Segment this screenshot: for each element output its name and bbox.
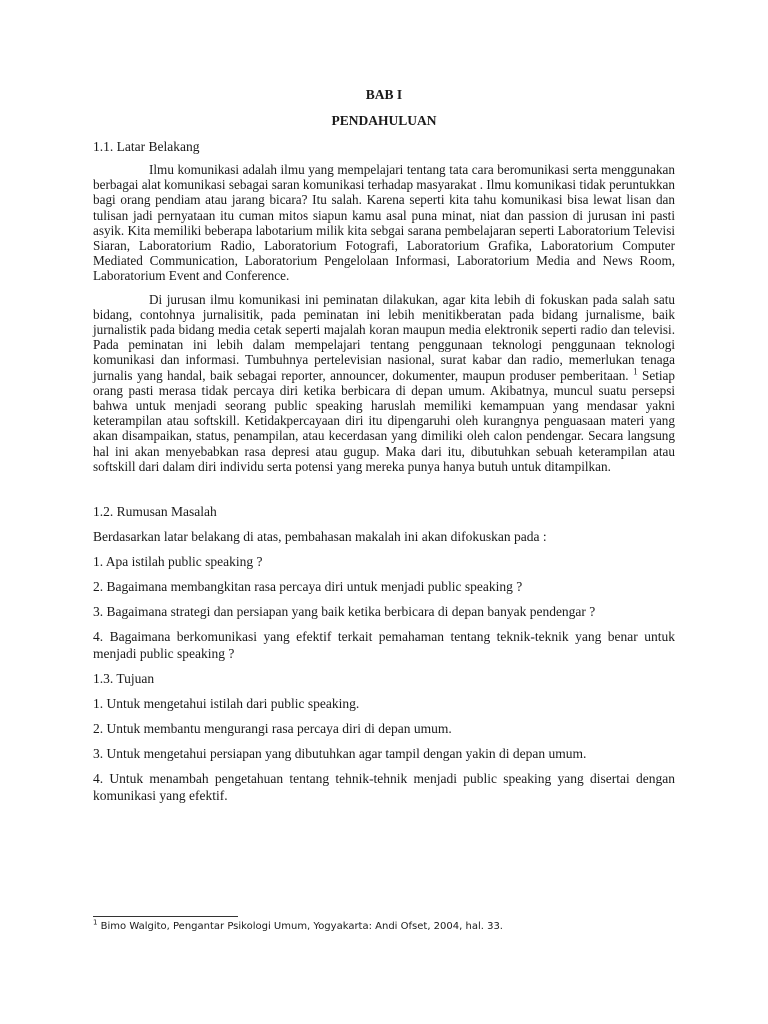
section-spacer bbox=[93, 482, 675, 503]
chapter-title: PENDAHULUAN bbox=[331, 113, 437, 128]
document-page bbox=[93, 86, 675, 812]
rumusan-item-1: 1. Apa istilah public speaking ? bbox=[93, 554, 263, 570]
tujuan-item-2: 2. Untuk membantu mengurangi rasa percaya diri di depan umum. bbox=[93, 721, 452, 737]
rumusan-item-3: 3. Bagaimana strategi dan persiapan yang baik ketika berbicara di depan banyak pendengar ? bbox=[93, 604, 596, 620]
tujuan-item-4: 4. Untuk menambah pengetahuan tentang tehnik-tehnik menjadi public speaking yang disertai dengan komunikasi yang efektif. bbox=[93, 771, 675, 804]
footnote-reference: 1 bbox=[633, 366, 638, 377]
paragraph-2 bbox=[93, 292, 675, 474]
paragraph-1: Ilmu komunikasi adalah ilmu yang mempelajari tentang tata cara beromunikasi serta menggunakan berbagai alat komunikasi sebagai saran komunikasi terhadap masyarakat . Ilmu komunikasi tidak peruntukkan bagi orang pendiam atau jarang bicara? Itu salah. Karena seperti kita tahu komunikasi bisa lewat lisan dan tulisan jadi pernyataan itu cuman mitos siapun kamu asal puna minat, niat dan passion di jurusan ini pasti asyik. Kita memiliki beberapa labotarium milik kita sebgai sarana pembelajaran seperti Laboratorium Televisi Siaran, Laboratorium Radio, Laboratorium Fotografi, Laboratorium Grafika, Laboratorium Computer Mediated Communication, Laboratorium Pengelolaan Informasi, Laboratorium Media and News Room, Laboratorium Event and Conference. bbox=[93, 162, 675, 284]
rumusan-item-4: 4. Bagaimana berkomunikasi yang efektif terkait pemahaman tentang teknik-teknik yang benar untuk menjadi public speaking ? bbox=[93, 629, 675, 662]
footnote-divider bbox=[93, 916, 238, 917]
chapter-number: BAB I bbox=[365, 87, 403, 102]
rumusan-item-2: 2. Bagaimana membangkitan rasa percaya diri untuk menjadi public speaking ? bbox=[93, 579, 523, 595]
rumusan-intro: Berdasarkan latar belakang di atas, pembahasan makalah ini akan difokuskan pada : bbox=[93, 529, 547, 545]
tujuan-item-3: 3. Untuk mengetahui persiapan yang dibutuhkan agar tampil dengan yakin di depan umum. bbox=[93, 746, 587, 762]
paragraph-2-text-a: Di jurusan ilmu komunikasi ini peminatan dilakukan, agar kita lebih di fokuskan pada salah satu bidang, contohnya jurnalisitik, pada peminatan ini lebih menitikberatan pada bidang jurnalisme, baik jurnalistik pada bidang media cetak seperti majalah koran maupun media elektronik seperti radio dan televisi. Pada peminatan ini lebih dalam mempelajari tentang penggunaan teknologi penggunaan teknologi komunikasi dan informasi. Tumbuhnya pertelevisian nasional, surat kabar dan radio, memerlukan tenaga jurnalis yang handal, baik sebagai reporter, announcer, dokumenter, maupun produser pemberitaan. bbox=[93, 291, 675, 383]
paragraph-2-text-b: Setiap orang pasti merasa tidak percaya diri ketika berbicara di depan umum. Akibatnya, muncul suatu persepsi bahwa untuk menjadi seorang public speaking haruslah memiliki kemampuan yang mendasar yakni keterampilan atau softskill. Ketidakpercayaan diri itu dipengaruhi oleh kurangnya penguasaan materi yang akan disampaikan, status, penampilan, atau kecerdasan yang dimiliki oleh calon pendengar. Secara langsung hal ini akan menyebabkan rasa depresi atau gugup. Maka dari itu, dibutuhkan sebuah keterampilan atau softskill dari dalam diri individu serta potensi yang mereka punya hanya butuh untuk ditampilkan. bbox=[93, 367, 675, 474]
footnote-text: Bimo Walgito, Pengantar Psikologi Umum, Yogyakarta: Andi Ofset, 2004, hal. 33. bbox=[97, 921, 503, 932]
footnote bbox=[93, 920, 675, 934]
section-heading-rumusan-masalah: 1.2. Rumusan Masalah bbox=[93, 504, 217, 520]
footnote-number: 1 bbox=[93, 918, 98, 927]
tujuan-item-1: 1. Untuk mengetahui istilah dari public speaking. bbox=[93, 696, 360, 712]
section-heading-tujuan: 1.3. Tujuan bbox=[93, 671, 155, 687]
section-heading-latar-belakang: 1.1. Latar Belakang bbox=[93, 139, 200, 154]
